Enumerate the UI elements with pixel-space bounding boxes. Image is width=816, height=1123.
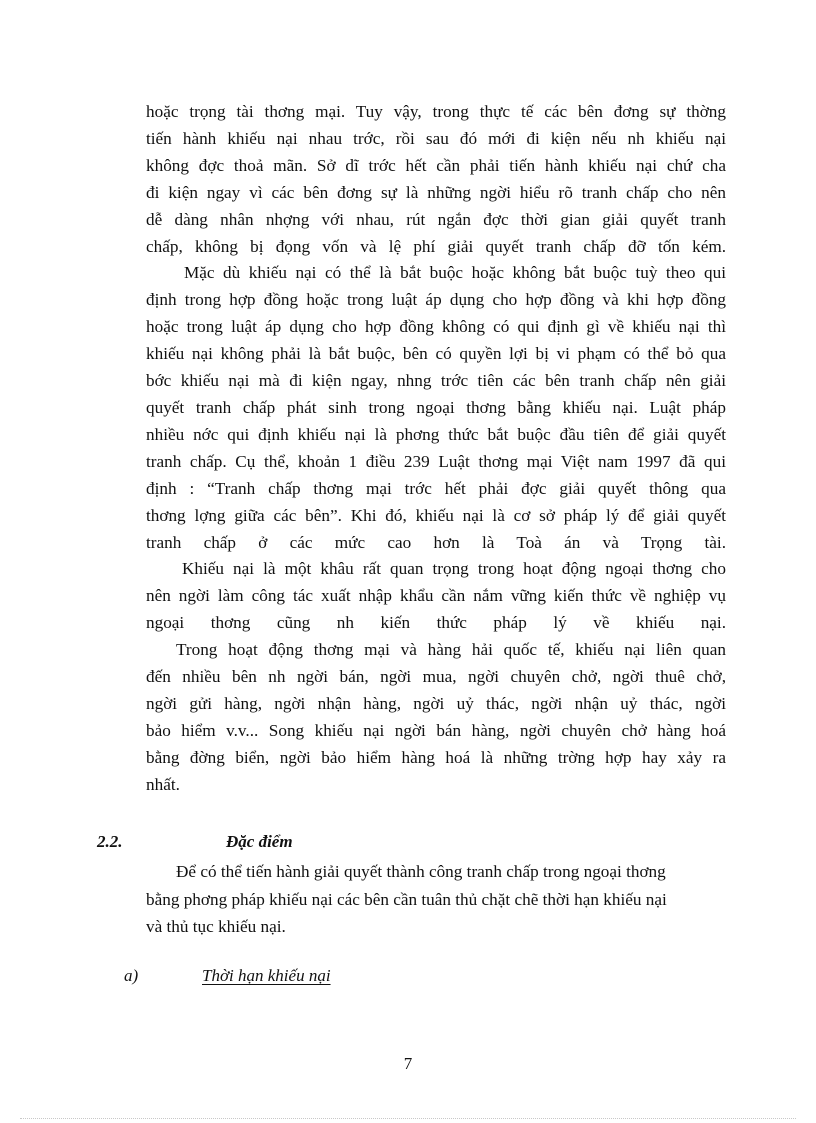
section-number: 2.2.: [97, 832, 123, 851]
text-line: đến nhiều bên nh ngời bán, ngời mua, ngời chuyên chở, ngời thuê chở,: [146, 667, 726, 687]
text-line: tiến hành khiếu nại nhau trớc, rồi sau đó mới đi kiện nếu nh khiếu nại: [146, 128, 726, 148]
paragraph: [146, 637, 726, 798]
text-line: dễ dàng nhân nhợng với nhau, rút ngắn đợc thời gian giải quyết tranh: [146, 209, 726, 229]
subsection-heading: [124, 966, 331, 986]
text-line: Khiếu nại là một khâu rất quan trọng trong hoạt động ngoại thơng cho: [182, 559, 726, 579]
text-line: thơng lợng giữa các bên”. Khi đó, khiếu nại là cơ sở pháp lý để giải quyết: [146, 505, 726, 525]
text-line: khiếu nại không phải là bắt buộc, bên có quyền lợi bị vi phạm có thể bỏ qua: [146, 344, 726, 364]
section-body: [146, 858, 726, 941]
text-line: bằng đờng biển, ngời bảo hiểm hàng hoá là những trờng hợp hay xảy ra: [146, 747, 726, 767]
text-line: không đợc thoả mãn. Sở dĩ trớc hết cần phải tiến hành khiếu nại chứ cha: [146, 155, 726, 175]
text-line: tranh chấp ở các mức cao hơn là Toà án và Trọng tài.: [146, 532, 726, 552]
text-line: hoặc trọng tài thơng mại. Tuy vậy, trong thực tế các bên đơng sự thờng: [146, 102, 726, 121]
section-title: Đặc điểm: [226, 832, 293, 851]
text-line: bằng phơng pháp khiếu nại các bên cần tuân thủ chặt chẽ thời hạn khiếu nại: [146, 889, 667, 909]
text-line: tranh chấp. Cụ thể, khoản 1 điều 239 Luật thơng mại Việt nam 1997 đã qui: [146, 451, 726, 471]
text-line: ngời gửi hàng, ngời nhận hàng, ngời uỷ thác, ngời nhận uỷ thác, ngời: [146, 693, 726, 713]
text-line: Để có thể tiến hành giải quyết thành công tranh chấp trong ngoại thơng: [176, 862, 666, 881]
body-text: [146, 99, 726, 799]
subsection-label: a): [124, 966, 139, 985]
text-line: Trong hoạt động thơng mại và hàng hải quốc tế, khiếu nại liên quan: [176, 640, 726, 660]
text-line: định trong hợp đồng hoặc trong luật áp dụng cho hợp đồng và khi hợp đồng: [146, 290, 726, 310]
page-bottom-border: [20, 1118, 796, 1119]
text-line: ngoại thơng cũng nh kiến thức pháp lý về khiếu nại.: [146, 613, 726, 633]
text-line: Mặc dù khiếu nại có thể là bắt buộc hoặc không bắt buộc tuỳ theo qui: [184, 263, 726, 283]
text-line: nhất.: [146, 774, 180, 794]
text-line: bảo hiểm v.v... Song khiếu nại ngời bán hàng, ngời chuyên chở hàng hoá: [146, 720, 726, 740]
text-line: nên ngời làm công tác xuất nhập khẩu cần nắm vững kiến thức về nghiệp vụ: [146, 586, 726, 606]
text-line: và thủ tục khiếu nại.: [146, 917, 286, 936]
text-line: quyết tranh chấp phát sinh trong ngoại thơng bằng khiếu nại. Luật pháp: [146, 397, 726, 417]
paragraph: [146, 99, 726, 260]
text-line: chấp, không bị đọng vốn và lệ phí giải quyết tranh chấp đỡ tốn kém.: [146, 236, 726, 256]
text-line: nhiều nớc qui định khiếu nại là phơng thức bắt buộc đầu tiên để giải quyết: [146, 424, 726, 444]
paragraph: [146, 556, 726, 637]
text-line: đi kiện ngay vì các bên đơng sự là những ngời hiểu rõ tranh chấp cho nên: [146, 182, 726, 202]
text-line: hoặc trong luật áp dụng cho hợp đồng không có qui định gì về khiếu nại thì: [146, 317, 726, 337]
text-line: bớc khiếu nại mà đi kiện ngay, nhng trớc tiên các bên tranh chấp nên giải: [146, 371, 726, 391]
subsection-title: Thời hạn khiếu nại: [202, 966, 331, 985]
paragraph: [146, 260, 726, 556]
page-number: 7: [403, 1054, 413, 1073]
text-line: định : “Tranh chấp thơng mại trớc hết phải đợc giải quyết thông qua: [146, 478, 726, 498]
